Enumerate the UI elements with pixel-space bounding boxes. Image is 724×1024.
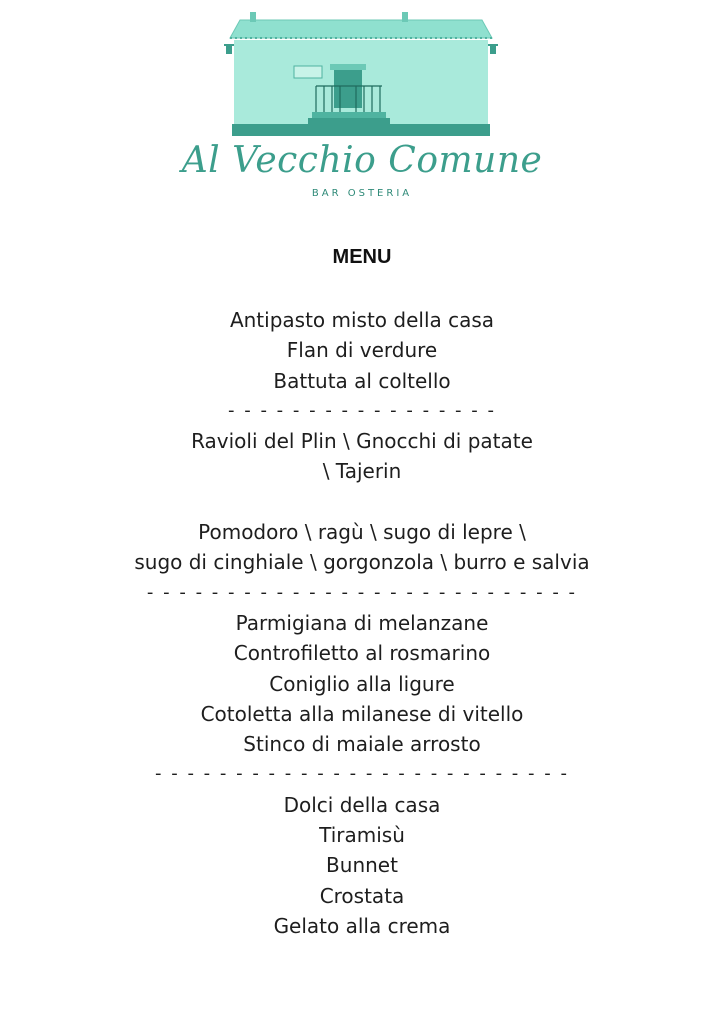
- menu-item: Tiramisù: [319, 823, 405, 848]
- logo: [0, 0, 724, 210]
- menu-separator: - - - - - - - - - - - - - - - - -: [228, 399, 496, 421]
- menu-item: Stinco di maiale arrosto: [243, 732, 481, 757]
- menu-title: MENU: [332, 246, 392, 268]
- osteria-building-illustration: [220, 8, 504, 140]
- menu-separator: - - - - - - - - - - - - - - - - - - - - - - - - - - -: [146, 581, 578, 603]
- brand-subtitle: BAR OSTERIA: [311, 188, 413, 199]
- menu-item: Flan di verdure: [286, 338, 438, 363]
- menu-item: Coniglio alla ligure: [269, 671, 455, 696]
- menu-separator: - - - - - - - - - - - - - - - - - - - - - - - - - -: [155, 763, 569, 785]
- menu-list: [0, 305, 724, 941]
- menu-item: Dolci della casa: [283, 792, 441, 817]
- menu-item: Pomodoro \ ragù \ sugo di lepre \: [198, 520, 526, 545]
- menu-item: sugo di cinghiale \ gorgonzola \ burro e salvia: [134, 550, 590, 575]
- menu-item: Battuta al coltello: [273, 368, 451, 393]
- brand-name: Al Vecchio Comune: [181, 140, 543, 181]
- menu-item: Gelato alla crema: [273, 913, 451, 938]
- menu-item: Bunnet: [326, 853, 398, 878]
- menu-item: Antipasto misto della casa: [229, 308, 495, 332]
- menu-blank-line: [0, 487, 724, 517]
- menu-item: Cotoletta alla milanese di vitello: [200, 701, 524, 726]
- menu-item: Crostata: [319, 883, 405, 908]
- menu-item: Parmigiana di melanzane: [235, 610, 489, 635]
- menu-item: \ Tajerin: [322, 459, 402, 484]
- menu-item: Controfiletto al rosmarino: [233, 641, 491, 666]
- menu-item: Ravioli del Plin \ Gnocchi di patate: [191, 429, 533, 454]
